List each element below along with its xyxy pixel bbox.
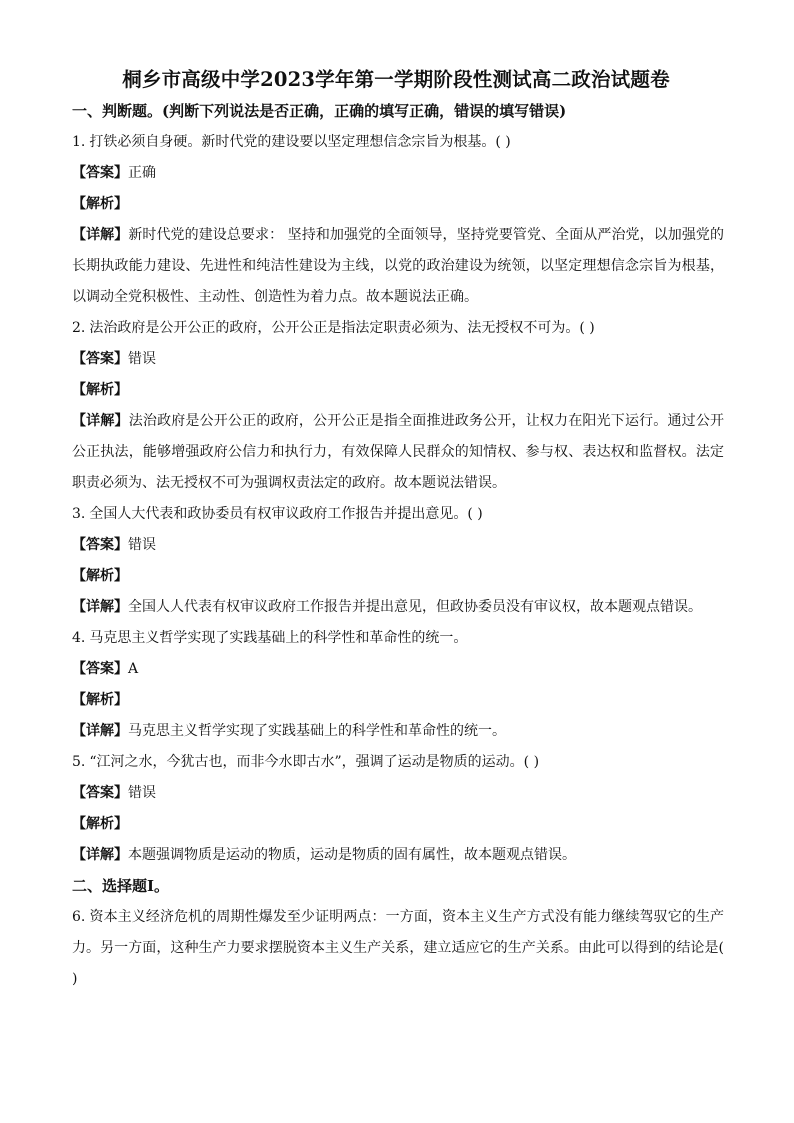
question-number: 3. bbox=[72, 506, 86, 522]
question-number: 2. bbox=[72, 320, 86, 336]
detail-text: 全国人人代表有权审议政府工作报告并提出意见，但政协委员没有审议权，故本题观点错误。 bbox=[128, 599, 702, 615]
question-stem: “江河之水，今犹古也，而非今水即古水”，强调了运动是物质的运动。( ) bbox=[89, 754, 540, 770]
analysis-label: 【解析】 bbox=[72, 816, 128, 832]
detail-paragraph-3 bbox=[72, 592, 724, 623]
answer-value: A bbox=[128, 661, 139, 677]
question-stem: 全国人大代表和政协委员有权审议政府工作报告并提出意见。( ) bbox=[89, 506, 483, 522]
question-stem: 资本主义经济危机的周期性爆发至少证明两点：一方面，资本主义生产方式没有能力继续驾驭它的生产力。另一方面，这种生产力要求摆脱资本主义生产关系，建立适应它的生产关系。由此可以得到的结论是( ) bbox=[72, 909, 724, 987]
question-1 bbox=[72, 127, 724, 158]
analysis-label: 【解析】 bbox=[72, 382, 128, 398]
answer-label: 【答案】 bbox=[72, 351, 128, 367]
detail-paragraph-4 bbox=[72, 716, 724, 747]
detail-label: 【详解】 bbox=[72, 847, 128, 863]
page-title: 桐乡市高级中学2023学年第一学期阶段性测试高二政治试题卷 bbox=[122, 68, 670, 91]
question-stem: 打铁必须自身硬。新时代党的建设要以坚定理想信念宗旨为根基。( ) bbox=[89, 134, 511, 150]
question-5 bbox=[72, 747, 724, 778]
detail-text: 新时代党的建设总要求： 坚持和加强党的全面领导，坚持党要管党、全面从严治党，以加强党的长期执政能力建设、先进性和纯洁性建设为主线，以党的政治建设为统领，以坚定理想信念宗旨为根基，以调动全党积极性、主动性、创造性为着力点。故本题说法正确。 bbox=[72, 227, 724, 305]
analysis-line-2 bbox=[72, 375, 724, 406]
answer-line-1 bbox=[72, 158, 724, 189]
question-3 bbox=[72, 499, 724, 530]
question-number: 4. bbox=[72, 630, 86, 646]
analysis-line-1 bbox=[72, 189, 724, 220]
answer-label: 【答案】 bbox=[72, 785, 128, 801]
section-heading-choice: 二、选择题Ⅰ。 bbox=[72, 877, 170, 895]
analysis-line-3 bbox=[72, 561, 724, 592]
question-stem: 法治政府是公开公正的政府，公开公正是指法定职责必须为、法无授权不可为。( ) bbox=[89, 320, 595, 336]
question-2 bbox=[72, 313, 724, 344]
question-number: 6. bbox=[72, 909, 86, 925]
question-stem: 马克思主义哲学实现了实践基础上的科学性和革命性的统一。 bbox=[89, 630, 468, 646]
answer-line-5 bbox=[72, 778, 724, 809]
detail-label: 【详解】 bbox=[72, 723, 128, 739]
question-number: 5. bbox=[72, 754, 86, 770]
answer-label: 【答案】 bbox=[72, 537, 128, 553]
answer-value: 正确 bbox=[128, 165, 156, 181]
answer-line-4 bbox=[72, 654, 724, 685]
answer-value: 错误 bbox=[128, 351, 156, 367]
detail-paragraph-1 bbox=[72, 220, 724, 313]
detail-label: 【详解】 bbox=[72, 413, 129, 429]
question-6 bbox=[72, 902, 724, 995]
detail-paragraph-2 bbox=[72, 406, 724, 499]
analysis-label: 【解析】 bbox=[72, 692, 128, 708]
answer-label: 【答案】 bbox=[72, 661, 128, 677]
analysis-line-4 bbox=[72, 685, 724, 716]
answer-value: 错误 bbox=[128, 537, 156, 553]
detail-text: 本题强调物质是运动的物质，运动是物质的固有属性，故本题观点错误。 bbox=[128, 847, 576, 863]
answer-line-2 bbox=[72, 344, 724, 375]
question-number: 1. bbox=[72, 134, 86, 150]
answer-label: 【答案】 bbox=[72, 165, 128, 181]
analysis-label: 【解析】 bbox=[72, 196, 128, 212]
detail-paragraph-5 bbox=[72, 840, 724, 871]
section-heading-judgment: 一、判断题。(判断下列说法是否正确，正确的填写正确，错误的填写错误) bbox=[72, 102, 567, 120]
detail-label: 【详解】 bbox=[72, 599, 128, 615]
answer-value: 错误 bbox=[128, 785, 156, 801]
detail-label: 【详解】 bbox=[72, 227, 129, 243]
analysis-line-5 bbox=[72, 809, 724, 840]
analysis-label: 【解析】 bbox=[72, 568, 128, 584]
answer-line-3 bbox=[72, 530, 724, 561]
detail-text: 马克思主义哲学实现了实践基础上的科学性和革命性的统一。 bbox=[128, 723, 506, 739]
question-4 bbox=[72, 623, 724, 654]
detail-text: 法治政府是公开公正的政府，公开公正是指全面推进政务公开，让权力在阳光下运行。通过公开公正执法，能够增强政府公信力和执行力，有效保障人民群众的知情权、参与权、表达权和监督权。法定职责必须为、法无授权不可为强调权责法定的政府。故本题说法错误。 bbox=[72, 413, 725, 491]
